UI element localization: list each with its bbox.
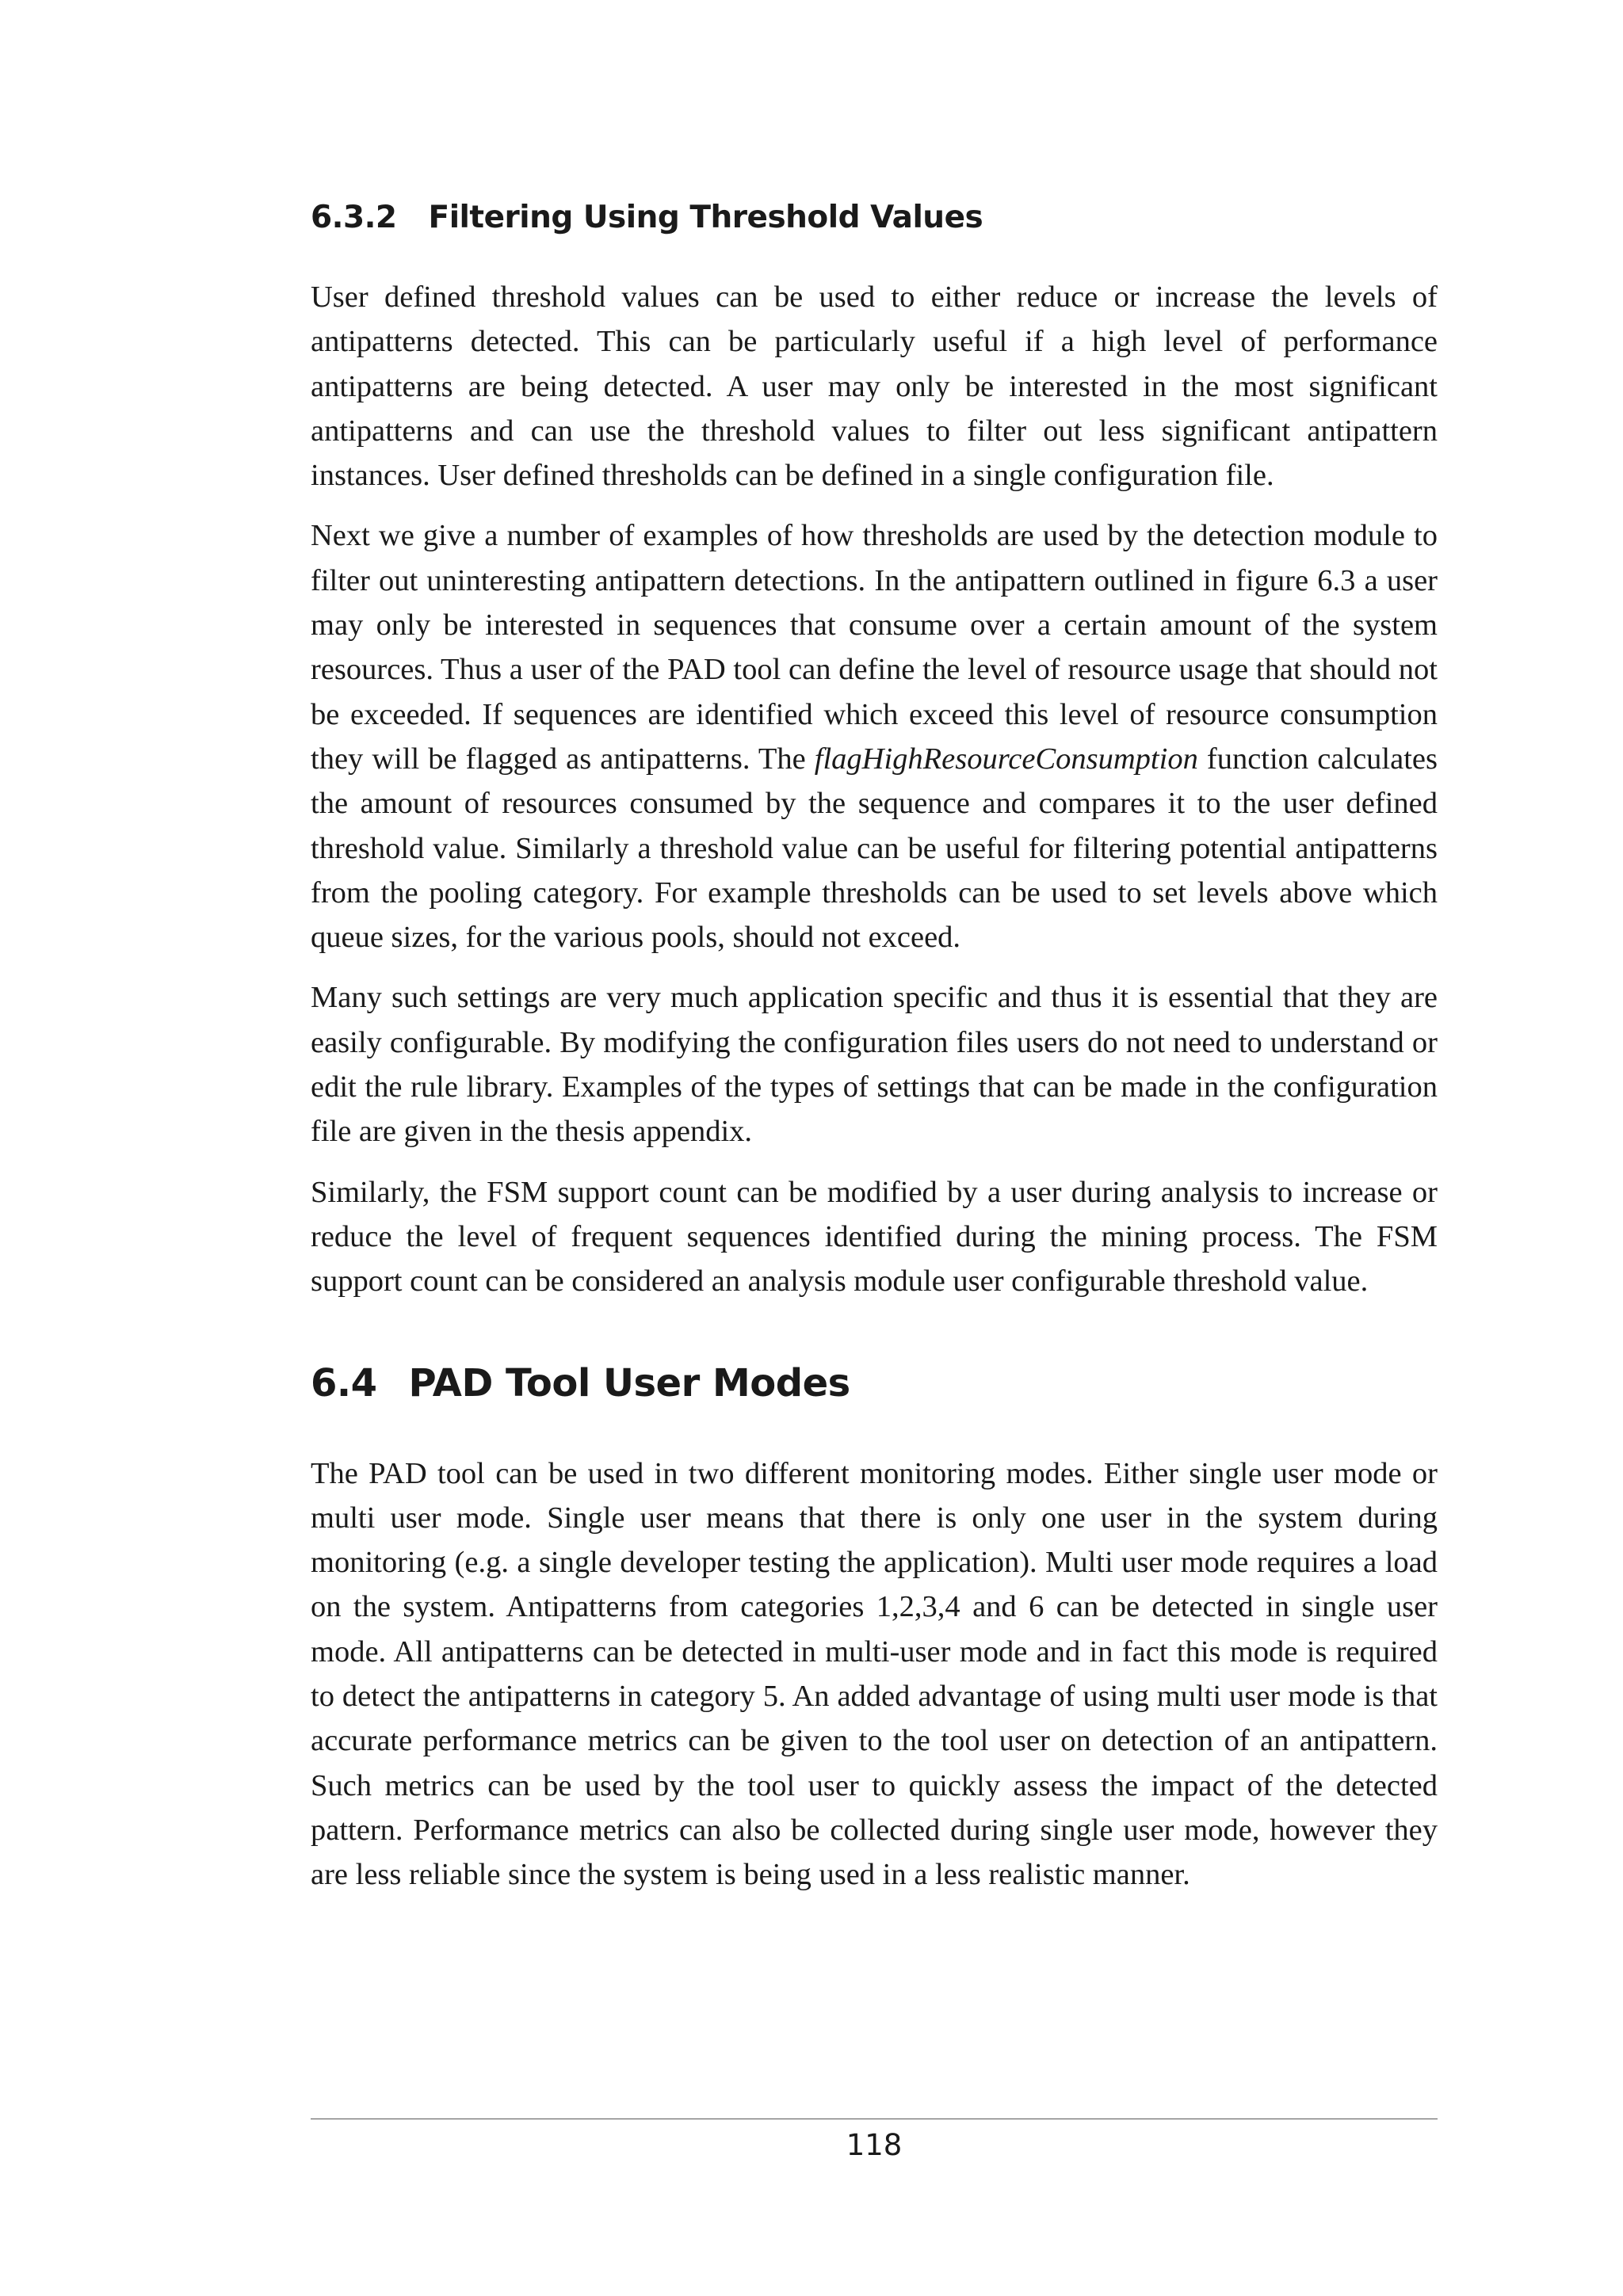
- function-name: flagHighResourceConsumption: [814, 742, 1198, 776]
- section-heading: [311, 1361, 1438, 1405]
- paragraph-thresholds-intro: User defined threshold values can be used to either reduce or increase the levels of antipatterns detected. This can be particularly useful if a high level of performance antipatterns are being detected. A user may only be interested in the most significant antipatterns and can use the threshold values to filter out less significant antipattern instances. User defined thresholds can be defined in a single configuration file.: [311, 280, 1438, 493]
- paragraph-threshold-examples: [311, 513, 1438, 959]
- paragraph-text: Next we give a number of examples of how thresholds are used by the detection module to filter out uninteresting antipattern detections. In the antipattern outlined in figure 6.3 a user may only be interested in sequences that consume over a certain amount of the system resources. Thus a user of the PAD tool can define the level of resource usage that should not be exceeded. If sequences are identified which exceed this level of resource consumption they will be flagged as antipatterns. The: [311, 519, 1438, 776]
- paragraph-configurable-settings: Many such settings are very much application specific and thus it is essential that they are easily configurable. By modifying the configuration files users do not need to understand or edit the rule library. Examples of the types of settings that can be made in the configuration file are given in the thesis appendix.: [311, 981, 1438, 1149]
- page-content: [311, 200, 1438, 1897]
- subsection-heading: [311, 200, 1438, 235]
- paragraph-user-modes: The PAD tool can be used in two different monitoring modes. Either single user mode or multi user mode. Single user means that there is only one user in the system during monitoring (e.g. a single developer testing the application). Multi user mode requires a load on the system. Antipatterns from categories 1,2,3,4 and 6 can be detected in single user mode. All antipatterns can be detected in multi-user mode and in fact this mode is required to detect the antipatterns in category 5. An added advantage of using multi user mode is that accurate performance metrics can be given to the tool user on detection of an antipattern. Such metrics can be used by the tool user to quickly assess the impact of the detected pattern. Performance metrics can also be collected during single user mode, however they are less reliable since the system is being used in a less realistic manner.: [311, 1456, 1438, 1892]
- subsection-title: Filtering Using Threshold Values: [428, 200, 983, 235]
- paragraph-fsm-support-count: Similarly, the FSM support count can be modified by a user during analysis to increase or reduce the level of frequent sequences identified during the mining process. The FSM support count can be considered an analysis module user configurable threshold value.: [311, 1175, 1438, 1299]
- page-number: 118: [846, 2128, 903, 2162]
- section-title: PAD Tool User Modes: [408, 1360, 850, 1405]
- paragraph-text: function calculates the amount of resources consumed by the sequence and compares it to the user defined threshold value. Similarly a threshold value can be useful for filtering potential antipatterns from the pooling category. For example thresholds can be used to set levels above which queue sizes, for the various pools, should not exceed.: [311, 742, 1438, 955]
- subsection-number: 6.3.2: [311, 200, 397, 235]
- section-number: 6.4: [311, 1360, 377, 1405]
